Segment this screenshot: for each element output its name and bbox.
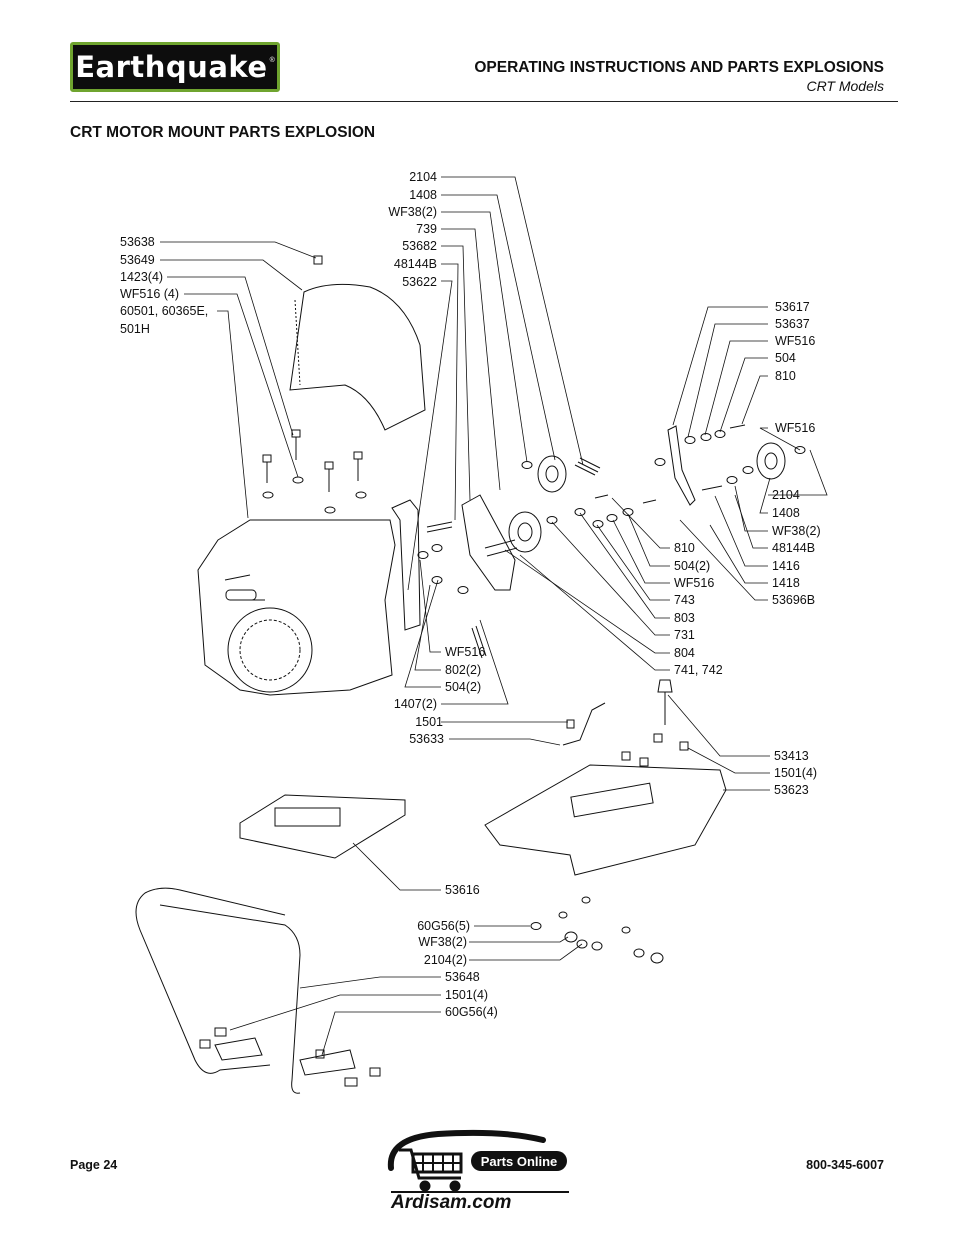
callout-wf516-right-upper: WF516 (775, 334, 816, 348)
idler-bracket (668, 426, 695, 505)
header-title: OPERATING INSTRUCTIONS AND PARTS EXPLOSIONS (474, 59, 884, 76)
callout-2104-top: 2104 (409, 170, 437, 184)
spring-upper (575, 458, 600, 475)
bolt-3 (325, 462, 333, 492)
callout-741-742: 741, 742 (674, 663, 723, 677)
callout-wf516-4: WF516 (4) (120, 287, 180, 301)
callout-2104-right: 2104 (772, 488, 800, 502)
callout-53696b: 53696B (772, 593, 816, 607)
callout-wf516-right: WF516 (775, 421, 816, 435)
ardisam-parts-online-logo (383, 1128, 573, 1210)
callout-53617: 53617 (775, 300, 810, 314)
mount-plate (392, 500, 420, 630)
callout-53682: 53682 (402, 239, 437, 253)
callout-504-2-center: 504(2) (674, 559, 711, 573)
section-title: CRT MOTOR MOUNT PARTS EXPLOSION (70, 124, 376, 141)
footer-phone: 800-345-6007 (806, 1158, 884, 1172)
motor-shaft (485, 540, 517, 556)
callout-53637: 53637 (775, 317, 810, 331)
callout-53623: 53623 (774, 783, 809, 797)
callout-53633: 53633 (409, 732, 444, 746)
callout-wf38-top: WF38(2) (388, 205, 437, 219)
callout-810-center: 810 (674, 541, 695, 555)
callout-1501: 1501 (415, 715, 443, 729)
callout-60g56-5: 60G56(5) (417, 919, 470, 933)
bolt-1 (263, 455, 271, 483)
callout-wf516-left: WF516 (445, 645, 486, 659)
callout-1407: 1407(2) (393, 697, 437, 711)
callout-53616: 53616 (445, 883, 480, 897)
callout-48144b-right: 48144B (772, 541, 816, 555)
callout-504-right: 504 (775, 351, 796, 365)
callout-1408-top: 1408 (409, 188, 437, 202)
callout-504-2-left: 504(2) (445, 680, 482, 694)
callout-60501: 60501, 60365E, (120, 304, 209, 318)
screw-53638 (314, 256, 322, 264)
knob-53413 (658, 680, 672, 725)
callout-53648: 53648 (445, 970, 480, 984)
callout-743: 743 (674, 593, 695, 607)
right-pulley (757, 443, 785, 479)
callout-53649: 53649 (120, 253, 155, 267)
bolt-4 (354, 452, 362, 481)
cart-icon (399, 1150, 461, 1190)
callout-1408-right: 1408 (772, 506, 800, 520)
link-rod (563, 703, 605, 745)
callout-53622: 53622 (402, 275, 437, 289)
callout-wf516-center: WF516 (674, 576, 715, 590)
callout-803: 803 (674, 611, 695, 625)
parts-online-badge: Parts Online (480, 1154, 558, 1169)
footer-page-number: Page 24 (70, 1158, 118, 1172)
callout-60g56-4: 60G56(4) (445, 1005, 498, 1019)
callout-2104-2: 2104(2) (423, 953, 467, 967)
callout-53638: 53638 (120, 235, 155, 249)
callout-804: 804 (674, 646, 695, 660)
callout-1418: 1418 (772, 576, 800, 590)
callout-wf38-handle: WF38(2) (418, 935, 467, 949)
callout-1501-4-base: 1501(4) (774, 766, 818, 780)
callout-1416: 1416 (772, 559, 800, 573)
callout-1501-4-handle: 1501(4) (445, 988, 489, 1002)
callout-802: 802(2) (445, 663, 482, 677)
callout-48144b-top: 48144B (393, 257, 437, 271)
callout-739: 739 (416, 222, 437, 236)
belt-cover (290, 284, 425, 430)
callout-810-right: 810 (775, 369, 796, 383)
clutch-pulley (509, 512, 541, 552)
engine-body (198, 520, 395, 695)
header-subtitle: CRT Models (806, 78, 884, 94)
upper-pulley (538, 456, 566, 492)
callout-731: 731 (674, 628, 695, 642)
callout-501h: 501H (120, 322, 150, 336)
callout-53413: 53413 (774, 749, 809, 763)
logo-text: Earthquake (75, 50, 268, 84)
ardisam-site: Ardisam.com (391, 1192, 512, 1210)
callout-wf38-right: WF38(2) (772, 524, 821, 538)
handle-53648 (136, 888, 300, 1093)
logo-reg-mark: ® (269, 57, 275, 64)
callout-1423: 1423(4) (120, 270, 164, 284)
base-plate (485, 765, 726, 875)
